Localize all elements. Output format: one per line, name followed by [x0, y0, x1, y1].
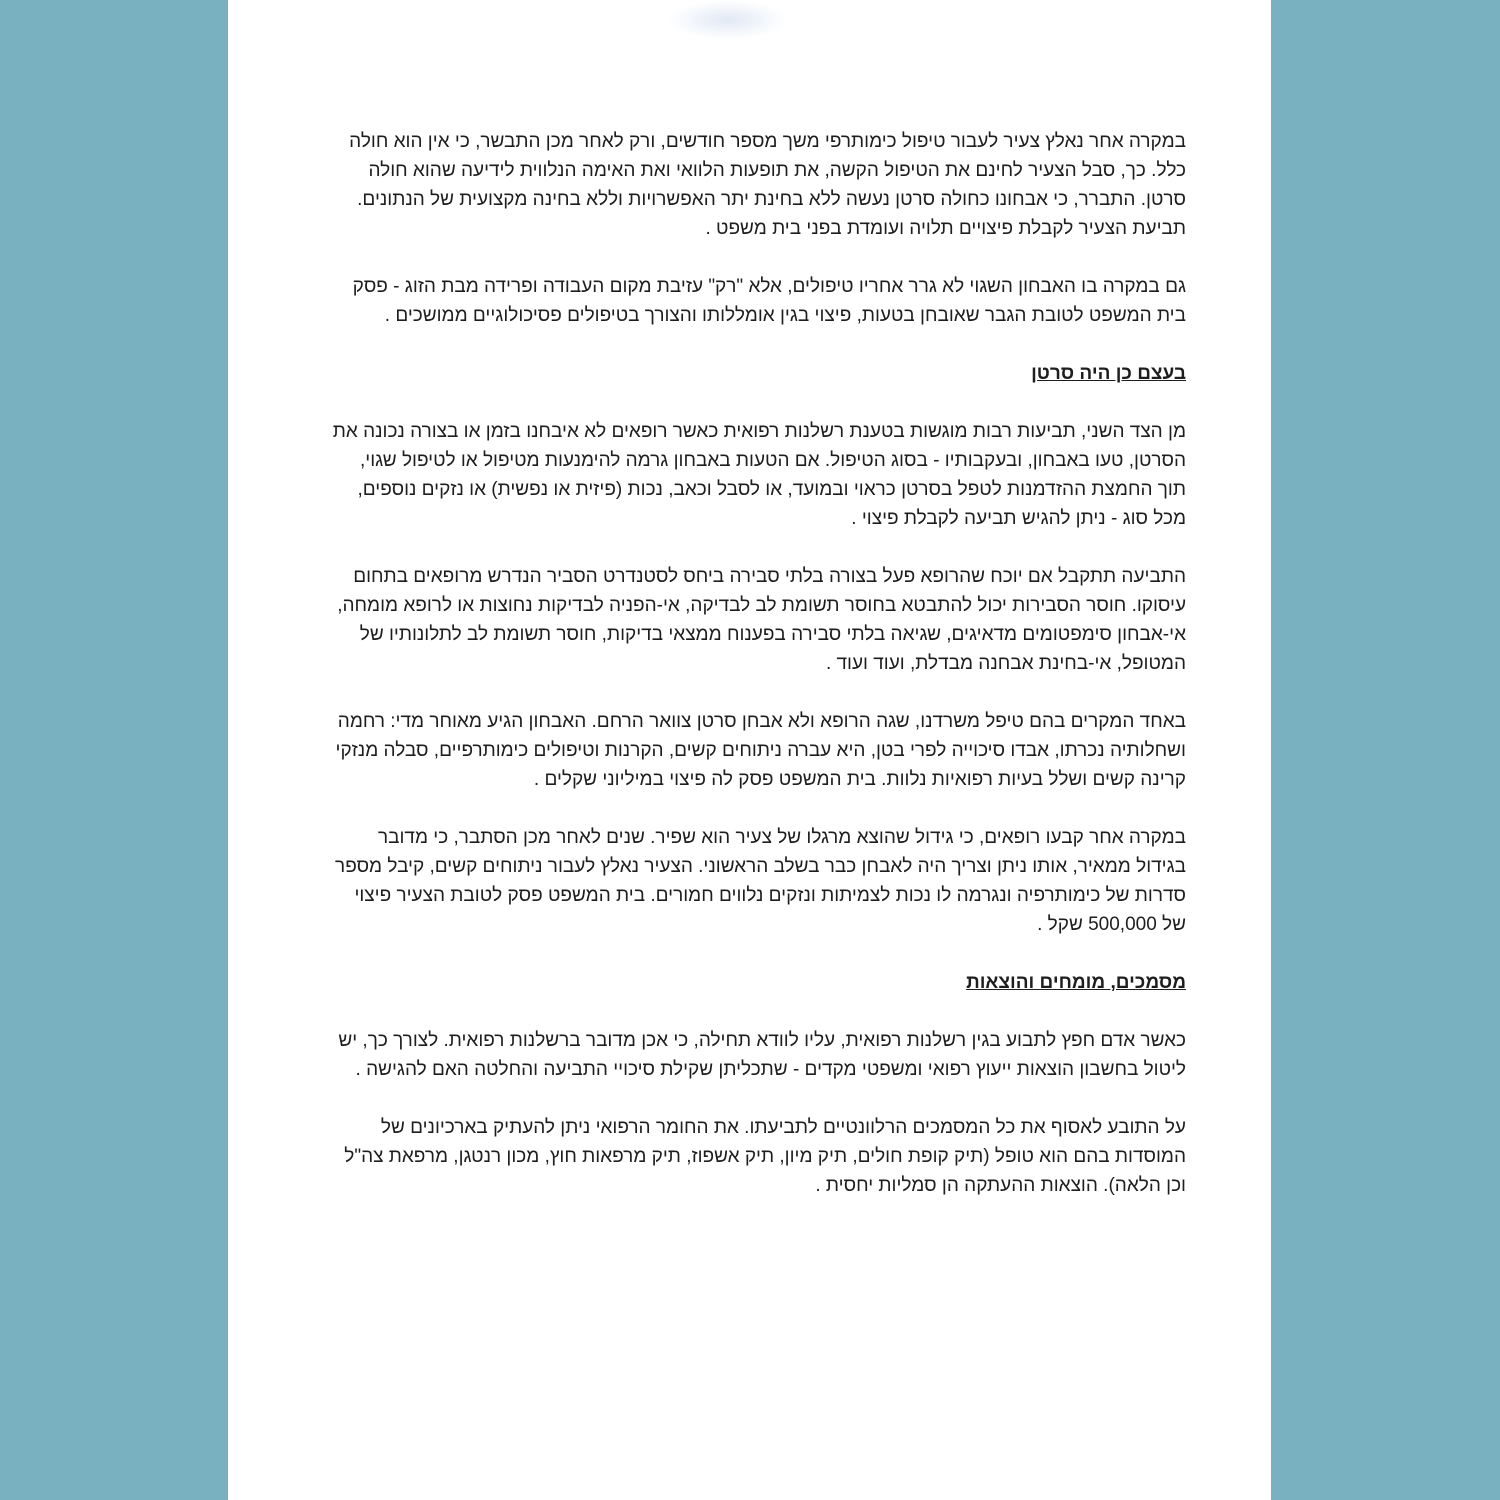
paragraph: גם במקרה בו האבחון השגוי לא גרר אחריו טיפולים, אלא "רק" עזיבת מקום העבודה ופרידה מבת הזוג - פסק בית המשפט לטובת הגבר שאובחן בטעות, פיצוי בגין אומללותו והצורך בטיפולים פסיכולוגיים ממושכים . — [352, 276, 1186, 326]
scan-smudge — [668, 0, 788, 40]
paragraph: במקרה אחר נאלץ צעיר לעבור טיפול כימותרפי משך מספר חודשים, ורק לאחר מכן התבשר, כי אין הוא חולה כלל. כך, סבל הצעיר לחינם את הטיפול הקשה, את תופעות הלוואי ואת האימה הנלווית לידיעה שהוא חולה סרטן. התברר, כי אבחונו כחולה סרטן נעשה ללא בחינת יתר האפשרויות וללא בחינה מקצועית של הנתונים. תביעת הצעיר לקבלת פיצויים תלויה ועומדת בפני בית משפט . — [349, 131, 1186, 239]
document-body — [328, 127, 1186, 1229]
paragraph: במקרה אחר קבעו רופאים, כי גידול שהוצא מרגלו של צעיר הוא שפיר. שנים לאחר מכן הסתבר, כי מדובר בגידול ממאיר, אותו ניתן וצריך היה לאבחן כבר בשלב הראשוני. הצעיר נאלץ לעבור ניתוחים קשים, קיבל מספר סדרות של כימותרפיה ונגרמה לו נכות לצמיתות ונזקים נלווים חמורים. בית המשפט פסק לטובת הצעיר פיצוי של 500,000 שקל . — [335, 827, 1186, 935]
section-heading: מסמכים, מומחים והוצאות — [966, 972, 1186, 993]
paragraph: באחד המקרים בהם טיפל משרדנו, שגה הרופא ולא אבחן סרטן צוואר הרחם. האבחון הגיע מאוחר מדי: רחמה ושחלותיה נכרתו, אבדו סיכוייה לפרי בטן, היא עברה ניתוחים קשים, הקרנות וטיפולים כימותרפיים, סבלה מנזקי קרינה קשים ושלל בעיות רפואיות נלוות. בית המשפט פסק לה פיצוי במיליוני שקלים . — [335, 711, 1186, 790]
paragraph: התביעה תתקבל אם יוכח שהרופא פעל בצורה בלתי סבירה ביחס לסטנדרט הסביר הנדרש מרופאים בתחום עיסוקו. חוסר הסבירות יכול להתבטא בחוסר תשומת לב לבדיקה, אי-הפניה לבדיקות נחוצות או לרופא מומחה, אי-אבחון סימפטומים מדאיגים, שגיאה בלתי סבירה בפענוח ממצאי בדיקות, חוסר תשומת לב לתלונותיו של המטופל, אי-בחינת אבחנה מבדלת, ועוד ועוד . — [337, 566, 1186, 674]
section-heading: בעצם כן היה סרטן — [1031, 363, 1186, 384]
paragraph: כאשר אדם חפץ לתבוע בגין רשלנות רפואית, עליו לוודא תחילה, כי אכן מדובר ברשלנות רפואית. לצורך כך, יש ליטול בחשבון הוצאות ייעוץ רפואי ומשפטי מקדים - שתכליתן שקילת סיכויי התביעה והחלטה האם להגישה . — [338, 1030, 1186, 1080]
paragraph: על התובע לאסוף את כל המסמכים הרלוונטיים לתביעתו. את החומר הרפואי ניתן להעתיק בארכיונים של המוסדות בהם הוא טופל (תיק קופת חולים, תיק מיון, תיק אשפוז, תיק מרפאות חוץ, מכון רנטגן, מרפאת צה"ל וכן הלאה). הוצאות ההעתקה הן סמליות יחסית . — [344, 1117, 1186, 1196]
paragraph: מן הצד השני, תביעות רבות מוגשות בטענת רשלנות רפואית כאשר רופאים לא איבחנו בזמן או בצורה נכונה את הסרטן, טעו באבחון, ובעקבותיו - בסוג הטיפול. אם הטעות באבחון גרמה להימנעות מטיפול או לטיפול שגוי, תוך החמצת ההזדמנות לטפל בסרטן כראוי ובמועד, או לסבל וכאב, נכות (פיזית או נפשית) או נזקים נוספים, מכל סוג - ניתן להגיש תביעה לקבלת פיצוי . — [332, 421, 1186, 529]
document-page — [228, 0, 1271, 1500]
